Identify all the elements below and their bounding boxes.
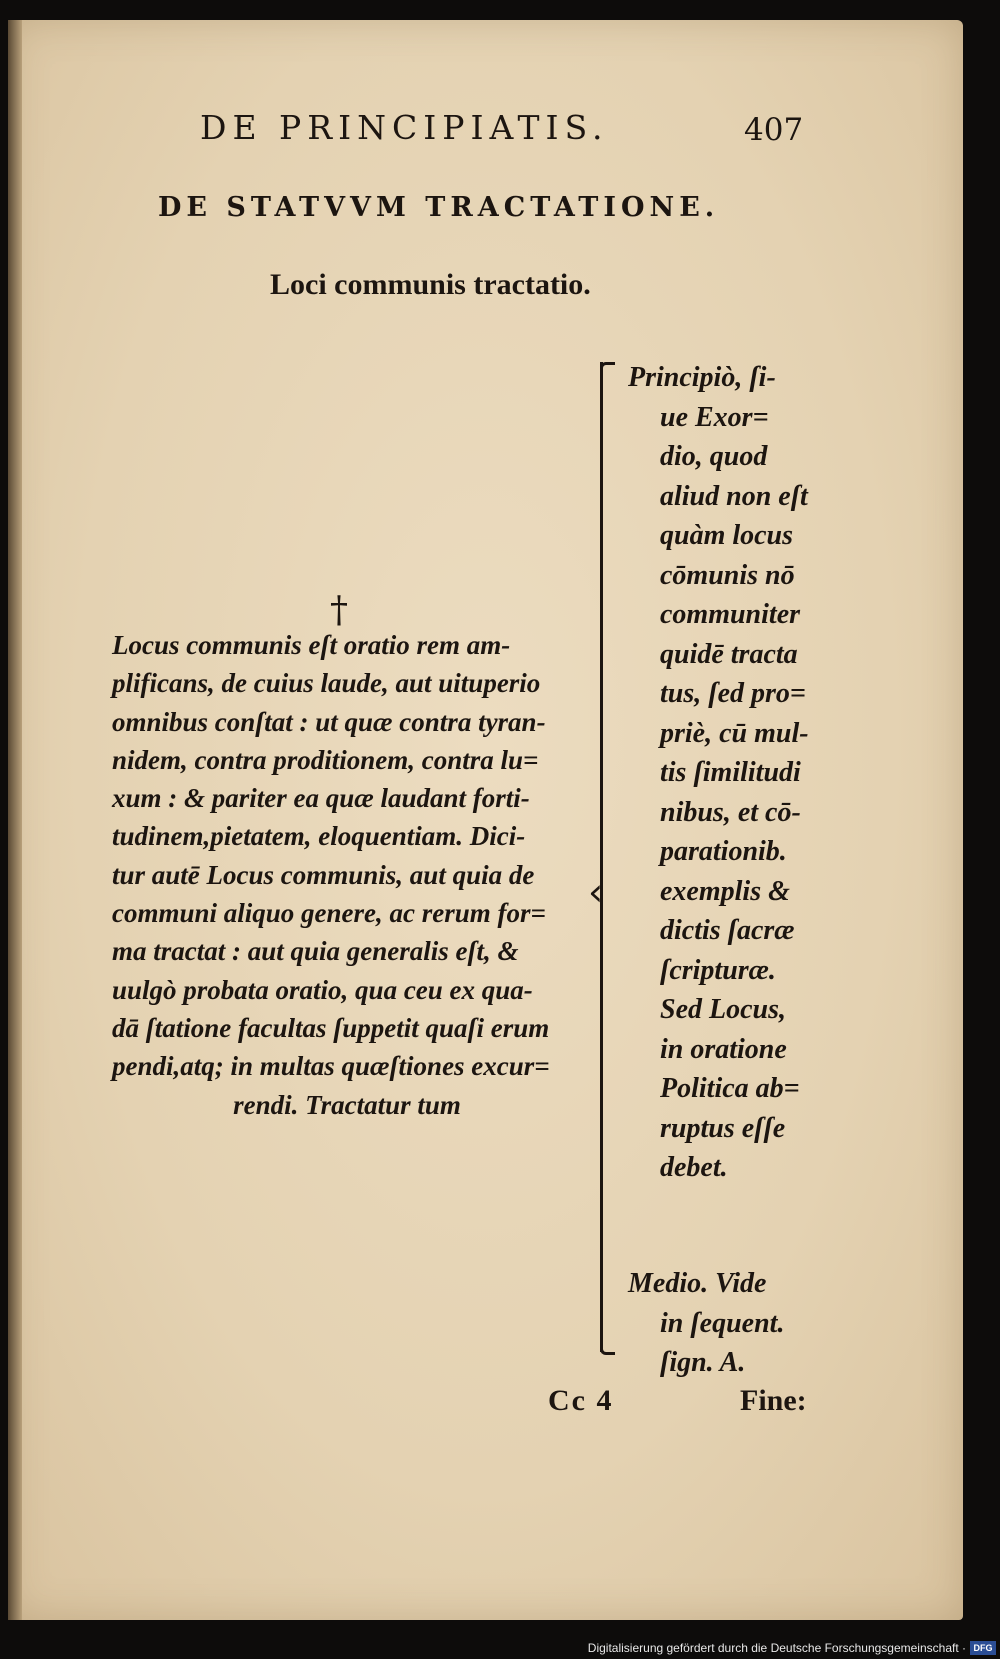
- text-line: Principiò, ſi‑: [628, 362, 776, 393]
- left-column-text: [112, 626, 582, 1124]
- text-line: in oratione: [660, 1033, 787, 1065]
- text-line: nidem, contra proditionem, contra lu=: [112, 744, 539, 775]
- text-line: nibus, et cō‑: [660, 796, 801, 828]
- page-number: 407: [744, 112, 804, 148]
- text-line: tudinem,pietatem, eloquentiam. Dici‑: [112, 821, 526, 852]
- text-line: in ſequent.: [660, 1307, 785, 1339]
- footer-credit: Digitalisierung gefördert durch die Deutsche Forschungsgemeinschaft ·: [587, 1641, 966, 1655]
- text-line: quàm locus: [660, 520, 794, 551]
- text-line: parationib.: [660, 836, 787, 867]
- footer-bar: [0, 1639, 1000, 1659]
- text-line: Locus communis eſt oratio rem am‑: [112, 630, 511, 660]
- text-line: tus, ſed pro=: [660, 678, 806, 709]
- text-line: xum : & pariter ea quæ laudant forti‑: [112, 783, 530, 814]
- brace-point-icon: ‹: [588, 870, 604, 914]
- cross-mark-icon: †: [330, 590, 348, 631]
- text-line: rendi. Tractatur tum: [233, 1089, 461, 1120]
- right-column-medio: [628, 1264, 838, 1383]
- text-line: aliud non eſt: [660, 480, 808, 512]
- text-line: communi aliquo genere, ac rerum for=: [112, 898, 546, 929]
- text-line: ruptus eſſe: [660, 1112, 786, 1144]
- text-line: ma tractat : aut quia generalis eſt, &: [112, 936, 519, 967]
- subtitle: Loci communis tractatio.: [270, 268, 591, 301]
- page-gutter: [8, 20, 22, 1620]
- section-title: DE STATVVM TRACTATIONE.: [158, 192, 720, 223]
- text-line: Medio. Vide: [628, 1268, 767, 1299]
- text-line: ue Exor=: [660, 401, 769, 433]
- text-line: Sed Locus,: [660, 994, 786, 1025]
- text-line: pendi,atq; in multas quæſtiones excur=: [112, 1051, 550, 1082]
- dfg-logo: DFG: [970, 1641, 996, 1655]
- text-line: ſign. A.: [660, 1347, 746, 1378]
- text-line: dā ſtatione facultas ſuppetit quaſi erum: [112, 1012, 550, 1043]
- brace-bracket: [600, 362, 617, 1352]
- text-line: Politica ab=: [660, 1073, 800, 1104]
- text-line: uulgò probata oratio, qua ceu ex qua‑: [112, 974, 533, 1005]
- signature-mark: Cc 4: [548, 1384, 614, 1417]
- right-column-principio: [628, 358, 828, 1188]
- text-line: debet.: [660, 1152, 728, 1183]
- text-line: dio, quod: [660, 441, 768, 472]
- text-line: cōmunis nō: [660, 559, 795, 591]
- text-line: tur autē Locus communis, aut quia de: [112, 859, 535, 890]
- text-line: priè, cū mul‑: [660, 717, 809, 749]
- text-line: ſcripturæ.: [660, 954, 776, 986]
- running-head: DE PRINCIPIATIS.: [200, 108, 609, 147]
- text-line: tis ſimilitudi: [660, 757, 801, 788]
- text-line: communiter: [660, 599, 801, 630]
- text-line: exemplis &: [660, 875, 790, 907]
- text-line: omnibus conſtat : ut quæ contra tyran‑: [112, 706, 546, 737]
- text-line: dictis ſacræ: [660, 915, 795, 946]
- catchword: Fine:: [740, 1384, 807, 1417]
- brace-bottom-curl: [600, 1340, 615, 1355]
- brace-top-curl: [600, 362, 615, 377]
- text-line: quidē tracta: [660, 638, 798, 670]
- text-line: plificans, de cuius laude, aut uituperio: [112, 668, 541, 699]
